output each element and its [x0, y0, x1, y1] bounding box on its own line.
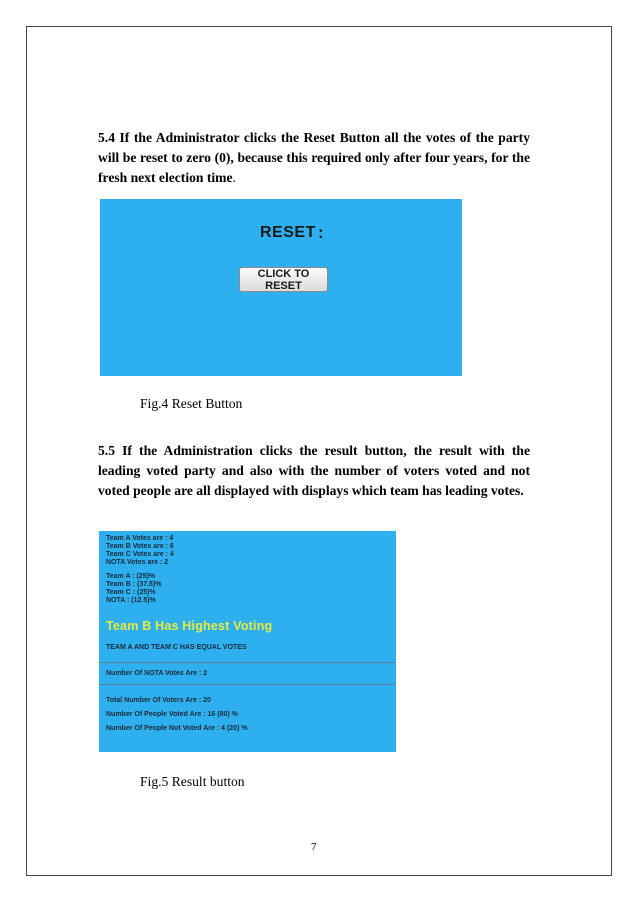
reset-colon: :	[318, 223, 324, 242]
equal-votes-text: TEAM A AND TEAM C HAS EQUAL VOTES	[106, 644, 247, 651]
section-5-5-paragraph: 5.5 If the Administration clicks the result button, the result with the leading voted party and also with the number of voters voted and not voted people are all displayed with displays which team has leading votes.	[98, 443, 530, 498]
total-voters-text: Total Number Of Voters Are : 20	[106, 697, 211, 704]
team-a-percent: Team A : (25)%	[106, 573, 156, 580]
click-to-reset-button[interactable]: CLICK TO RESET	[239, 267, 328, 292]
section-5-4-text-end: .	[232, 170, 236, 185]
highest-voting-headline: Team B Has Highest Voting	[106, 619, 273, 633]
page-number: 7	[311, 841, 317, 853]
team-b-percent: Team B : (37.5)%	[106, 581, 162, 588]
reset-label: RESET	[260, 224, 316, 241]
figure-5-caption: Fig.5 Result button	[140, 774, 245, 789]
nota-votes: NOTA Votes are : 2	[106, 559, 169, 566]
result-screenshot	[99, 531, 396, 752]
team-c-percent: Team C : (25)%	[106, 589, 156, 596]
team-c-votes: Team C Votes are : 4	[106, 551, 174, 558]
nota-percent: NOTA : (12.5)%	[106, 597, 156, 604]
divider	[99, 662, 396, 663]
divider	[99, 684, 396, 685]
reset-screenshot	[100, 199, 462, 376]
team-b-votes: Team B Votes are : 6	[106, 543, 174, 550]
nota-count-text: Number Of NOTA Votes Are : 2	[106, 670, 208, 677]
voted-text: Number Of People Voted Are : 16 (80) %	[106, 711, 238, 718]
section-5-4-text: 5.4 If the Administrator clicks the Reset Button all the votes of the party will be reset to zero (0), because this required only after four years, for the fresh next election time	[98, 130, 530, 185]
team-a-votes: Team A Votes are : 4	[106, 535, 174, 542]
not-voted-text: Number Of People Not Voted Are : 4 (20) %	[106, 725, 248, 732]
section-5-4-paragraph	[98, 128, 530, 188]
figure-4-caption: Fig.4 Reset Button	[140, 396, 243, 411]
